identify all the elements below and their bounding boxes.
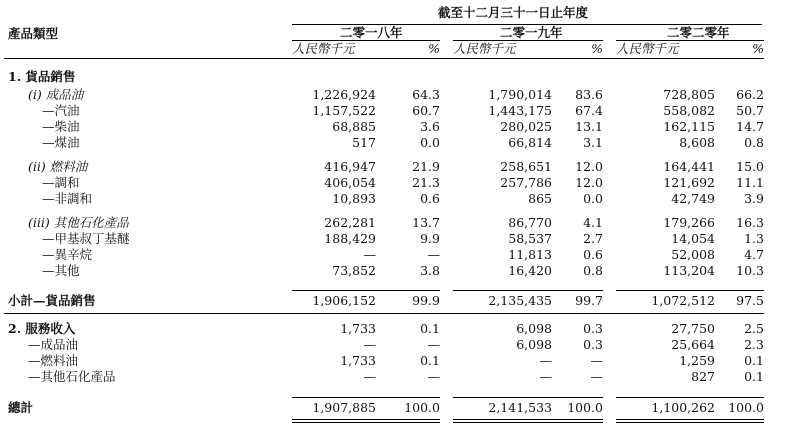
cell-amount-2018: —: [363, 247, 376, 262]
row-label: (iii) 其他石化產品: [28, 215, 129, 230]
cell-amount-2020: 27,750: [671, 321, 715, 336]
row-label: 總計: [8, 400, 34, 415]
cell-pct-2019: 0.8: [583, 263, 603, 278]
cell-amount-2020: 164,441: [663, 159, 715, 174]
cell-amount-2019: 58,537: [508, 231, 552, 246]
cell-amount-2019: 258,651: [500, 159, 552, 174]
cell-amount-2018: 1,907,885: [312, 400, 376, 415]
cell-pct-2020: 0.1: [744, 369, 764, 384]
cell-pct-2018: 99.9: [412, 293, 440, 308]
cell-pct-2020: 14.7: [736, 119, 764, 134]
total-double-rule-2018: [292, 419, 440, 423]
cell-pct-2019: —: [590, 369, 603, 384]
cell-pct-2019: 0.6: [583, 247, 603, 262]
cell-pct-2018: —: [427, 247, 440, 262]
total-double-rule-2019: [453, 419, 603, 423]
cell-amount-2019: 2,141,533: [488, 400, 552, 415]
cell-pct-2018: 9.9: [420, 231, 440, 246]
cell-amount-2018: 188,429: [324, 231, 376, 246]
cell-pct-2019: 13.1: [575, 119, 603, 134]
cell-amount-2018: 1,733: [340, 353, 376, 368]
cell-amount-2020: 1,100,262: [651, 400, 715, 415]
total-top-rule-2018: [292, 397, 440, 398]
cell-pct-2019: —: [590, 353, 603, 368]
row-label: —異辛烷: [42, 247, 93, 262]
row-label: (i) 成品油: [28, 87, 84, 102]
category-header: 產品類型: [8, 26, 59, 41]
cell-pct-2018: 100.0: [404, 400, 440, 415]
subtotal-bottom-rule: [4, 313, 764, 314]
cell-pct-2018: 0.1: [420, 321, 440, 336]
row-label: —調和: [42, 175, 80, 190]
cell-amount-2020: 728,805: [663, 87, 715, 102]
cell-pct-2019: 12.0: [575, 159, 603, 174]
cell-amount-2020: 14,054: [671, 231, 715, 246]
cell-pct-2018: 3.6: [420, 119, 440, 134]
cell-pct-2019: 12.0: [575, 175, 603, 190]
cell-pct-2020: 1.3: [744, 231, 764, 246]
unit-header-2018: 人民幣千元: [292, 41, 355, 56]
cell-amount-2020: 121,692: [663, 175, 715, 190]
header-bottom-rule: [4, 58, 764, 59]
cell-amount-2019: 86,770: [508, 215, 552, 230]
unit-header-2020: 人民幣千元: [616, 41, 679, 56]
cell-pct-2019: 3.1: [583, 135, 603, 150]
cell-amount-2019: 16,420: [508, 263, 552, 278]
row-label: —汽油: [42, 103, 80, 118]
cell-pct-2019: 0.3: [583, 337, 603, 352]
row-label: 2. 服務收入: [8, 321, 76, 336]
total-top-rule-2019: [453, 397, 603, 398]
unit-header-2019: 人民幣千元: [453, 41, 516, 56]
cell-amount-2019: —: [539, 369, 552, 384]
period-title: 截至十二月三十一日止年度: [438, 5, 589, 20]
year-header-2020: 二零二零年: [667, 25, 730, 40]
year-header-2019: 二零一九年: [500, 25, 563, 40]
cell-pct-2020: 4.7: [744, 247, 764, 262]
row-label: 小計—貨品銷售: [8, 293, 96, 308]
cell-amount-2019: 6,098: [516, 321, 552, 336]
cell-pct-2020: 97.5: [736, 293, 764, 308]
cell-pct-2019: 0.0: [583, 191, 603, 206]
cell-pct-2020: 0.1: [744, 353, 764, 368]
row-label: (ii) 燃料油: [28, 159, 88, 174]
cell-amount-2018: —: [363, 337, 376, 352]
cell-pct-2019: 99.7: [575, 293, 603, 308]
subtotal-top-rule-2018: [292, 290, 440, 291]
cell-amount-2018: 68,885: [332, 119, 376, 134]
cell-pct-2020: 10.3: [736, 263, 764, 278]
cell-amount-2020: 1,072,512: [651, 293, 715, 308]
cell-amount-2020: 1,259: [679, 353, 715, 368]
cell-amount-2020: 52,008: [671, 247, 715, 262]
cell-pct-2018: 3.8: [420, 263, 440, 278]
cell-pct-2018: —: [427, 369, 440, 384]
cell-pct-2019: 0.3: [583, 321, 603, 336]
cell-pct-2018: 0.1: [420, 353, 440, 368]
cell-amount-2020: 558,082: [663, 103, 715, 118]
cell-amount-2020: 179,266: [663, 215, 715, 230]
row-label: —柴油: [42, 119, 80, 134]
cell-amount-2018: 1,157,522: [312, 103, 376, 118]
cell-amount-2020: 42,749: [671, 191, 715, 206]
cell-amount-2019: 2,135,435: [488, 293, 552, 308]
cell-pct-2020: 16.3: [736, 215, 764, 230]
cell-pct-2020: 50.7: [736, 103, 764, 118]
cell-amount-2018: 406,054: [324, 175, 376, 190]
cell-amount-2018: 73,852: [332, 263, 376, 278]
cell-pct-2019: 100.0: [567, 400, 603, 415]
cell-amount-2018: 262,281: [324, 215, 376, 230]
cell-amount-2019: 865: [528, 191, 552, 206]
year-header-2018: 二零一八年: [340, 25, 403, 40]
row-label: —燃料油: [28, 353, 79, 368]
cell-pct-2020: 66.2: [736, 87, 764, 102]
cell-amount-2018: 416,947: [324, 159, 376, 174]
cell-pct-2019: 4.1: [583, 215, 603, 230]
cell-pct-2018: 0.0: [420, 135, 440, 150]
cell-amount-2019: 11,813: [508, 247, 552, 262]
cell-pct-2018: —: [427, 337, 440, 352]
cell-amount-2019: 1,443,175: [488, 103, 552, 118]
pct-header-2020: %: [752, 41, 764, 56]
cell-pct-2020: 2.3: [744, 337, 764, 352]
row-label: 1. 貨品銷售: [8, 69, 76, 84]
cell-pct-2018: 0.6: [420, 191, 440, 206]
cell-pct-2020: 11.1: [736, 175, 764, 190]
cell-pct-2020: 0.8: [744, 135, 764, 150]
total-top-rule-2020: [616, 397, 764, 398]
cell-amount-2019: 6,098: [516, 337, 552, 352]
cell-amount-2020: 827: [691, 369, 715, 384]
cell-amount-2019: 66,814: [508, 135, 552, 150]
cell-amount-2020: 25,664: [671, 337, 715, 352]
cell-pct-2018: 13.7: [412, 215, 440, 230]
subtotal-top-rule-2020: [616, 290, 764, 291]
total-double-rule-2020: [616, 419, 764, 423]
row-label: —其他: [42, 263, 80, 278]
cell-amount-2018: —: [363, 369, 376, 384]
cell-pct-2018: 21.3: [412, 175, 440, 190]
cell-amount-2018: 1,226,924: [312, 87, 376, 102]
cell-amount-2020: 162,115: [663, 119, 715, 134]
pct-header-2018: %: [428, 41, 440, 56]
cell-amount-2018: 10,893: [332, 191, 376, 206]
cell-pct-2019: 67.4: [575, 103, 603, 118]
cell-pct-2018: 64.3: [412, 87, 440, 102]
pct-header-2019: %: [591, 41, 603, 56]
cell-amount-2018: 517: [352, 135, 376, 150]
cell-amount-2018: 1,733: [340, 321, 376, 336]
cell-amount-2019: 280,025: [500, 119, 552, 134]
row-label: —非調和: [42, 191, 93, 206]
cell-amount-2019: 257,786: [500, 175, 552, 190]
row-label: —甲基叔丁基醚: [42, 231, 130, 246]
row-label: —成品油: [28, 337, 79, 352]
cell-pct-2018: 21.9: [412, 159, 440, 174]
cell-pct-2020: 2.5: [744, 321, 764, 336]
cell-pct-2020: 100.0: [728, 400, 764, 415]
cell-amount-2020: 8,608: [679, 135, 715, 150]
cell-pct-2019: 83.6: [575, 87, 603, 102]
cell-amount-2020: 113,204: [663, 263, 715, 278]
cell-pct-2018: 60.7: [412, 103, 440, 118]
subtotal-top-rule-2019: [453, 290, 603, 291]
row-label: —煤油: [42, 135, 80, 150]
cell-amount-2018: 1,906,152: [312, 293, 376, 308]
cell-amount-2019: 1,790,014: [488, 87, 552, 102]
cell-pct-2020: 3.9: [744, 191, 764, 206]
row-label: —其他石化產品: [28, 369, 116, 384]
cell-amount-2019: —: [539, 353, 552, 368]
cell-pct-2019: 2.7: [583, 231, 603, 246]
cell-pct-2020: 15.0: [736, 159, 764, 174]
